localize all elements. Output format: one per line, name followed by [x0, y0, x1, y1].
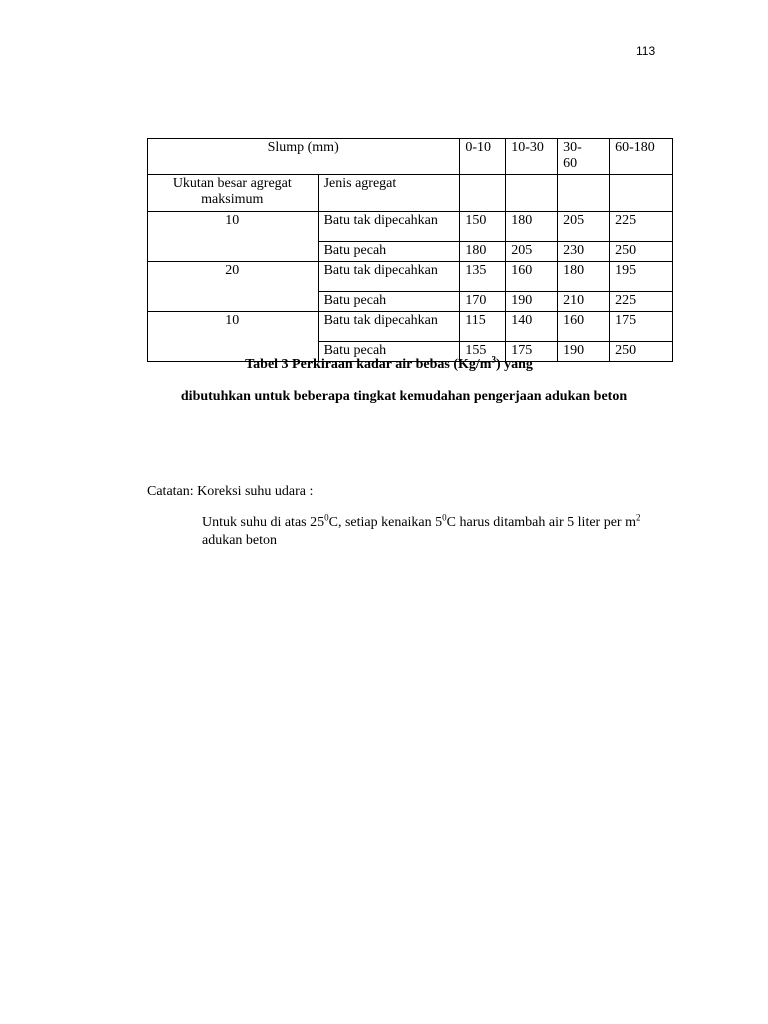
table-row [148, 312, 673, 342]
slump-range-cell: 60-180 [610, 139, 673, 175]
slump-header: Slump (mm) [148, 139, 460, 175]
aggregate-type-cell: Batu pecah [318, 242, 460, 262]
note-title: Catatan: Koreksi suhu udara : [147, 484, 314, 499]
table-caption-continued: dibutuhkan untuk beberapa tingkat kemudahan pengerjaan adukan beton [180, 389, 628, 404]
slump-range-cell: 10-30 [506, 139, 558, 175]
table-row [148, 292, 673, 312]
value-cell: 225 [610, 212, 673, 242]
aggregate-type-cell: Batu tak dipecahkan [318, 212, 460, 242]
value-cell: 210 [558, 292, 610, 312]
slump-range-cell: 30- 60 [558, 139, 610, 175]
aggregate-size-cell: 10 [148, 212, 319, 242]
slump-range-cell: 0-10 [460, 139, 506, 175]
value-cell: 225 [610, 292, 673, 312]
table-row [148, 242, 673, 262]
aggregate-type-cell: Batu pecah [318, 292, 460, 312]
value-cell: 170 [460, 292, 506, 312]
aggregate-size-cell: 10 [148, 312, 319, 342]
value-cell: 140 [506, 312, 558, 342]
value-cell: 175 [610, 312, 673, 342]
table-caption: Tabel 3 Perkiraan kadar air bebas $(Kg/m^3)$ yang [245, 354, 533, 372]
aggregate-type-cell: Batu pecah [318, 342, 460, 362]
table-row [148, 262, 673, 292]
value-cell: 115 [460, 312, 506, 342]
value-cell: 250 [610, 242, 673, 262]
aggregate-type-cell: Batu tak dipecahkan [318, 262, 460, 292]
value-cell: 160 [506, 262, 558, 292]
page-number: 113 [636, 44, 656, 58]
value-cell: 205 [506, 242, 558, 262]
value-cell: 150 [460, 212, 506, 242]
value-cell: 155 [460, 342, 506, 362]
aggregate-type-header: Jenis agregat [318, 175, 460, 212]
value-cell: 175 [506, 342, 558, 362]
value-cell: 230 [558, 242, 610, 262]
value-cell: 180 [558, 262, 610, 292]
note-body: Untuk suhu di atas $25^0C$, setiap kenaikan $5^0C$ harus ditambah air 5 liter per $m^2$ adukan beton [202, 512, 641, 548]
value-cell: 160 [558, 312, 610, 342]
aggregate-size-cell: 20 [148, 262, 319, 292]
aggregate-type-cell: Batu tak dipecahkan [318, 312, 460, 342]
value-cell: 180 [506, 212, 558, 242]
value-cell: 135 [460, 262, 506, 292]
aggregate-size-header: Ukutan besar agregat maksimum [148, 175, 319, 212]
value-cell: 205 [558, 212, 610, 242]
value-cell: 180 [460, 242, 506, 262]
value-cell: 250 [610, 342, 673, 362]
value-cell: 190 [506, 292, 558, 312]
table-row [148, 212, 673, 242]
value-cell: 195 [610, 262, 673, 292]
water-content-table [147, 138, 673, 362]
table-subheader-row [148, 175, 673, 212]
value-cell: 190 [558, 342, 610, 362]
table-header-row [148, 139, 673, 175]
